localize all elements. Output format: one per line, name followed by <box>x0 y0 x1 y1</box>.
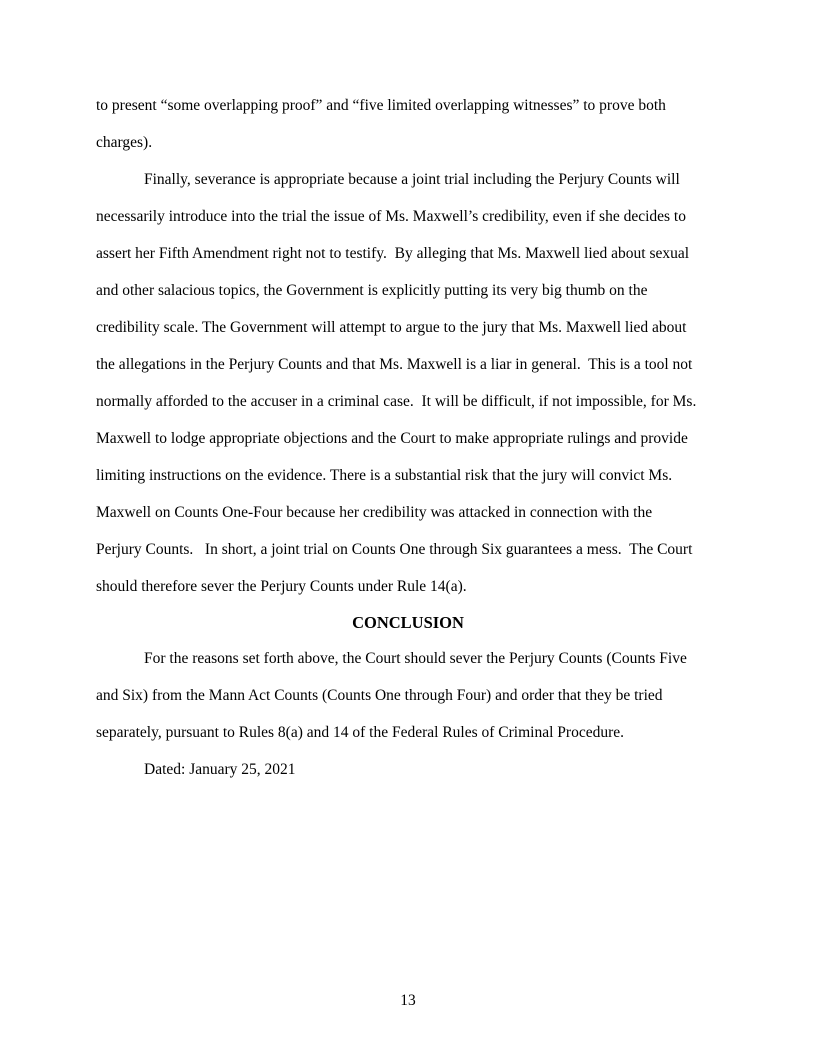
conclusion-heading: CONCLUSION <box>352 613 464 632</box>
body-text-line: separately, pursuant to Rules 8(a) and 14 of the Federal Rules of Criminal Procedure. <box>96 724 624 741</box>
body-text-line: to present “some overlapping proof” and “five limited overlapping witnesses” to prove both <box>96 97 666 114</box>
body-text-line: Maxwell to lodge appropriate objections and the Court to make appropriate rulings and provide <box>96 430 688 447</box>
body-text-line: should therefore sever the Perjury Counts under Rule 14(a). <box>96 578 467 595</box>
body-text-line: the allegations in the Perjury Counts and that Ms. Maxwell is a liar in general. This is a tool not <box>96 356 693 373</box>
body-text-line: and other salacious topics, the Government is explicitly putting its very big thumb on the <box>96 282 648 299</box>
body-text-line: charges). <box>96 134 153 151</box>
paragraph-first-line: For the reasons set forth above, the Court should sever the Perjury Counts (Counts Five <box>144 650 687 667</box>
body-text-line: normally afforded to the accuser in a criminal case. It will be difficult, if not impossible, for Ms. <box>96 393 697 410</box>
body-text-line: assert her Fifth Amendment right not to testify. By alleging that Ms. Maxwell lied about sexual <box>96 245 690 262</box>
dated-line: Dated: January 25, 2021 <box>144 761 296 778</box>
page-number: 13 <box>400 992 416 1009</box>
body-text-line: Maxwell on Counts One-Four because her credibility was attacked in connection with the <box>96 504 653 521</box>
body-text-line: and Six) from the Mann Act Counts (Counts One through Four) and order that they be tried <box>96 687 663 704</box>
body-text-line: credibility scale. The Government will attempt to argue to the jury that Ms. Maxwell lied about <box>96 319 687 336</box>
paragraph-first-line: Finally, severance is appropriate because a joint trial including the Perjury Counts will <box>144 171 680 188</box>
body-text-line: necessarily introduce into the trial the issue of Ms. Maxwell’s credibility, even if she decides to <box>96 208 686 225</box>
body-text-line: Perjury Counts. In short, a joint trial on Counts One through Six guarantees a mess. The Court <box>96 541 693 558</box>
body-text-line: limiting instructions on the evidence. There is a substantial risk that the jury will convict Ms. <box>96 467 673 484</box>
